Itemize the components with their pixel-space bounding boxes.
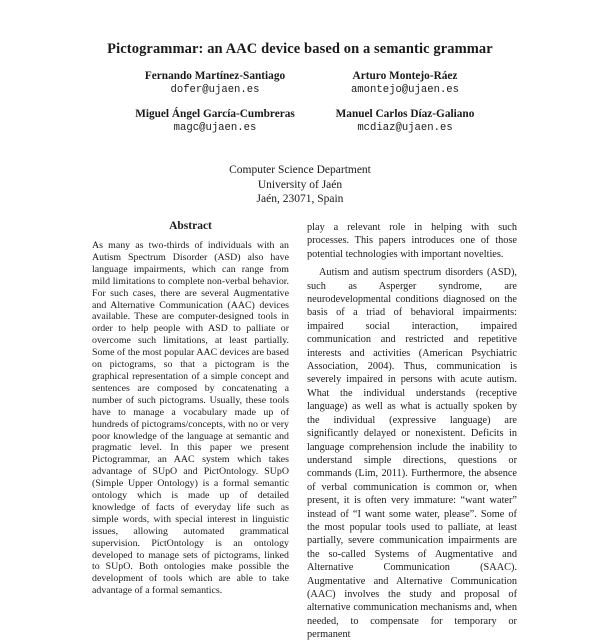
- author-name: Arturo Montejo-Ráez: [352, 70, 458, 82]
- body-paragraph: Autism and autism spectrum disorders (ASD), such as Asperger syndrome, are neurodevelopmental conditions diagnosed on the basis of a triad of behavioral impairments: impaired social interaction, impaired communication and restricted and repetitive interests and activities (American Psychiatric Association, 2004). Thus, communication is severely impaired in persons with acute autism. What the individual understands (receptive language) as well as what is actually spoken by the individual (expressive language) are significantly delayed or nonexistent. Deficits in language comprehension include the inability to understand simple directions, questions or commands (Lim, 2011). Furthermore, the absence of verbal communication is common or, when present, it is often very immature: “want water” instead of “I want some water, please”. Some of the most popular tools used to palliate, at least partially, severe communication impairments are the so-called Systems of Augmentative and Alternative Communication (SAAC). Augmentative and Alternative Communication (AAC) involves the study and proposal of alternative communication mechanisms and, when needed, to compensate for temporary or permanent: [307, 267, 517, 641]
- affiliation-university: University of Jaén: [257, 178, 343, 191]
- author-name: Manuel Carlos Díaz-Galiano: [335, 108, 475, 120]
- affiliation-location: Jaén, 23071, Spain: [256, 193, 344, 205]
- body-column-right: [307, 221, 517, 641]
- affiliation-department: Computer Science Department: [229, 164, 371, 176]
- affiliation: [0, 163, 600, 207]
- abstract-text: [92, 240, 289, 600]
- paper-title: Pictogrammar: an AAC device based on a semantic grammar: [107, 41, 493, 57]
- author-block: [290, 107, 520, 135]
- author-block: [290, 69, 520, 97]
- author-name: Fernando Martínez-Santiago: [144, 70, 286, 82]
- author-email: mcdiaz@ujaen.es: [357, 122, 453, 134]
- author-email: amontejo@ujaen.es: [350, 84, 460, 96]
- author-email: dofer@ujaen.es: [170, 84, 260, 96]
- author-name: Miguel Ángel García-Cumbreras: [135, 108, 295, 120]
- author-email: magc@ujaen.es: [173, 122, 257, 134]
- abstract-paragraph: As many as two-thirds of individuals with an Autism Spectrum Disorder (ASD) also have language impairments, which can range from mild limitations to complete non-verbal behavior. For such cases, there are several Augmentative and Alternative Communication (AAC) devices available. These are computer-designed tools in order to help people with ASD to palliate or overcome such limitations, at least partially. Some of the most popular AAC devices are based on pictograms, so that a pictogram is the graphical representation of a simple concept and sentences are composed by concatenating a number of such pictograms. Usually, these tools have to manage a vocabulary made up of hundreds of pictograms/concepts, with no or very poor knowledge of the language at semantic and pragmatic level. In this paper we present Pictogrammar, an AAC system which takes advantage of SUpO and PictOntology. SUpO (Simple Upper Ontology) is a formal semantic ontology which is made up of detailed knowledge of facts of everyday life such as simple words, with special interest in linguistic issues, allowing automated grammatical supervision. PictOntology is an ontology developed to manage sets of pictograms, linked to SUpO. Both ontologies make possible the development of tools which are able to take advantage of a formal semantics.: [92, 240, 289, 597]
- abstract-heading: Abstract: [169, 220, 212, 232]
- body-paragraph: play a relevant role in helping with such processes. This papers introduces one of those potential technologies with important novelties.: [307, 222, 517, 260]
